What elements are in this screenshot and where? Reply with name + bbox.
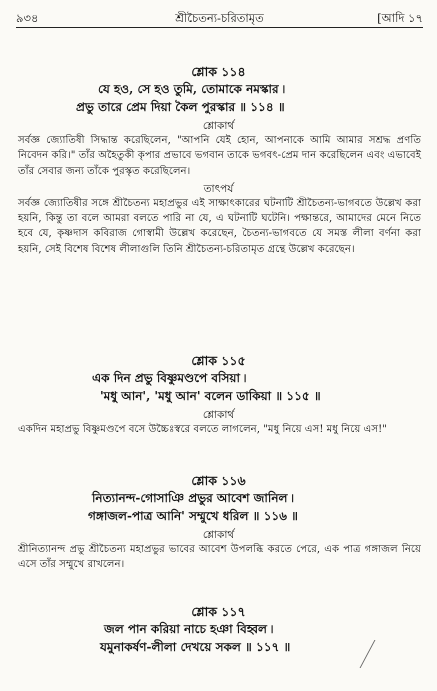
verse-line: যে হও, সে হও তুমি, তোমাকে নমস্কার ৷ bbox=[98, 82, 285, 96]
translation-label: শ্লোকার্থ bbox=[202, 120, 235, 132]
translation-label: শ্লোকার্থ bbox=[202, 409, 235, 421]
page-header bbox=[16, 8, 423, 26]
translation-text: শ্রীনিত্যানন্দ প্রভু শ্রীচৈতন্য মহাপ্রভুর ভাবের আবেশ উপলব্ধি করতে পেরে, এক পাত্র গঙ্গাজল নিয়ে এসে তাঁর সম্মুখে রাখলেন। bbox=[18, 544, 421, 571]
verse-block-116 bbox=[0, 473, 437, 573]
verse-line: যমুনাকর্ষণ-লীলা দেখয়ে সকল ॥ ১১৭ ॥ bbox=[100, 640, 291, 654]
verse-line: প্রভু তারে প্রেম দিয়া কৈল পুরস্কার ॥ ১১৪ ॥ bbox=[76, 100, 285, 114]
verse-line: গঙ্গাজল-পাত্র আনি' সম্মুখে ধরিল ॥ ১১৬ ॥ bbox=[88, 509, 298, 523]
section-reference: [আদি ১৭ bbox=[377, 11, 423, 25]
book-title: শ্রীচৈতন্য-চরিতামৃত bbox=[175, 11, 264, 25]
verse-block-115 bbox=[0, 353, 437, 437]
verse-heading: শ্লোক ১১৭ bbox=[191, 604, 246, 619]
purport-label: তাৎপর্য bbox=[203, 182, 234, 195]
verse-line: জল পান করিয়া নাচে হঞা বিহ্বল ৷ bbox=[104, 622, 274, 636]
purport-text: সর্বজ্ঞ জ্যোতিষীর সঙ্গে শ্রীচৈতন্য মহাপ্রভুর এই সাক্ষাৎকারের ঘটনাটি শ্রীচৈতন্য-ভাগবতে উল্লেখ করা হয়নি, কিন্তু তা বলে আমরা বলতে পারি না যে, এ ঘটনাটি ঘটেনি। পক্ষান্তরে, আমাদের মেনে নিতে হবে যে, কৃষ্ণদাস কবিরাজ গোস্বামী উল্লেখ করেছেন, চৈতন্য-ভাগবতে যে সমস্ত লীলা বর্ণনা করা হয়নি, সেই বিশেষ বিশেষ লীলাগুলি তিনি শ্রীচৈতন্য-চরিতামৃত গ্রন্থে উল্লেখ করেছেন। bbox=[18, 197, 421, 255]
translation-label: শ্লোকার্থ bbox=[202, 529, 235, 541]
verse-line: নিত্যানন্দ-গোসাঞি প্রভুর আবেশ জানিল ৷ bbox=[92, 491, 294, 505]
page-number: ৯৩৪ bbox=[16, 11, 39, 25]
translation-text: একদিন মহাপ্রভু বিষ্ণুমণ্ডপে বসে উচ্চৈঃস্বরে বলতে লাগলেন, "মধু নিয়ে এস! মধু নিয়ে এস!" bbox=[18, 424, 387, 435]
verse-heading: শ্লোক ১১৫ bbox=[191, 353, 246, 368]
translation-text: সর্বজ্ঞ জ্যোতিষী সিদ্ধান্ত করেছিলেন, "আপনি যেই হোন, আপনাকে আমি আমার সশ্রদ্ধ প্রণতি নিবেদন করি।" তাঁর অহৈতুকী কৃপার প্রভাবে ভগবান তাকে ভগবৎ-প্রেম দান করেছিলেন এবং এভাবেই তাঁর সেবার জন্য তাঁকে পুরস্কৃত করেছিলেন। bbox=[18, 135, 421, 177]
verse-line: এক দিন প্রভু বিষ্ণুমণ্ডপে বসিয়া ৷ bbox=[92, 371, 247, 385]
verse-line: 'মধু আন', 'মধু আন' বলেন ডাকিয়া ॥ ১১৫ ॥ bbox=[100, 389, 321, 403]
verse-heading: শ্লোক ১১৬ bbox=[191, 473, 246, 488]
header-rule bbox=[16, 27, 423, 28]
verse-block-114 bbox=[0, 64, 437, 257]
verse-heading: শ্লোক ১১৪ bbox=[191, 64, 246, 79]
